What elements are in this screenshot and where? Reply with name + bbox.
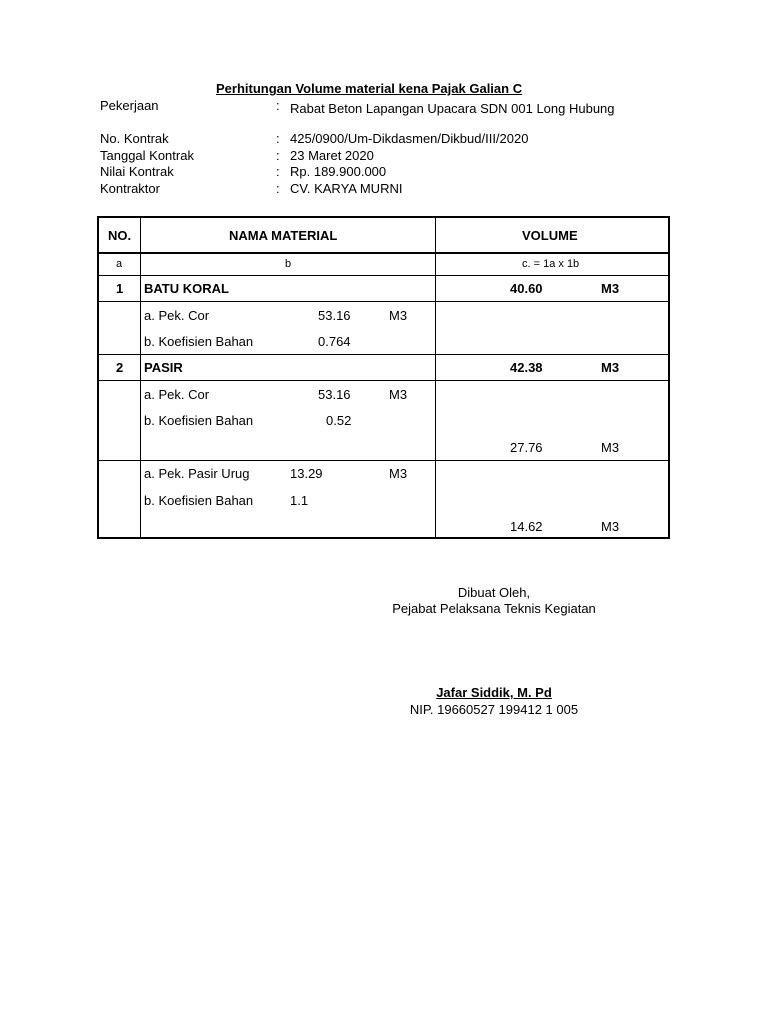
subtotal-unit: M3	[601, 519, 620, 534]
table-divider	[99, 460, 668, 461]
line-value: 1.1	[290, 493, 309, 508]
made-by-label: Dibuat Oleh,	[457, 585, 531, 600]
info-label-kontraktor: Kontraktor	[100, 181, 160, 196]
info-label-pekerjaan: Pekerjaan	[100, 98, 159, 113]
table-divider	[99, 354, 668, 355]
item-unit: M3	[601, 281, 620, 296]
table-column-divider	[140, 218, 141, 537]
info-colon: :	[276, 131, 280, 146]
line-label: a. Pek. Cor	[144, 387, 210, 402]
item-name: PASIR	[144, 360, 183, 375]
signer-nip: NIP. 19660527 199412 1 005	[409, 702, 579, 717]
line-label: a. Pek. Pasir Urug	[144, 466, 250, 481]
table-divider	[99, 301, 668, 302]
item-number: 1	[116, 281, 124, 296]
subtotal-unit: M3	[601, 440, 620, 455]
line-unit: M3	[389, 466, 408, 481]
header-material: NAMA MATERIAL	[229, 228, 338, 243]
line-label: b. Koefisien Bahan	[144, 334, 254, 349]
line-label: a. Pek. Cor	[144, 308, 210, 323]
subheader-a: a	[116, 258, 123, 270]
info-label-no-kontrak: No. Kontrak	[100, 131, 169, 146]
line-label: b. Koefisien Bahan	[144, 493, 254, 508]
info-value-tanggal-kontrak: 23 Maret 2020	[290, 148, 374, 163]
line-unit: M3	[389, 308, 408, 323]
info-label-nilai-kontrak: Nilai Kontrak	[100, 164, 174, 179]
info-value-nilai-kontrak: Rp. 189.900.000	[290, 164, 387, 179]
line-value: 13.29	[290, 466, 323, 481]
header-volume: VOLUME	[522, 228, 578, 243]
info-colon: :	[276, 181, 280, 196]
table-column-divider	[435, 218, 436, 537]
header-no: NO.	[108, 228, 132, 243]
subtotal-value: 27.76	[510, 440, 543, 455]
item-volume: 40.60	[510, 281, 543, 296]
item-name: BATU KORAL	[144, 281, 229, 296]
table-divider	[99, 380, 668, 381]
material-volume-table	[97, 216, 670, 539]
line-value: 0.764	[318, 334, 351, 349]
info-value-no-kontrak: 425/0900/Um-Dikdasmen/Dikbud/III/2020	[290, 131, 529, 146]
info-value-pekerjaan: Rabat Beton Lapangan Upacara SDN 001 Long Hubung	[290, 101, 615, 116]
info-colon: :	[276, 164, 280, 179]
item-number: 2	[116, 360, 124, 375]
line-value: 0.52	[326, 413, 352, 428]
document-title: Perhitungan Volume material kena Pajak Galian C	[216, 81, 523, 96]
info-label-tanggal-kontrak: Tanggal Kontrak	[100, 148, 194, 163]
signer-name: Jafar Siddik, M. Pd	[436, 685, 552, 700]
item-unit: M3	[601, 360, 620, 375]
subheader-b: b	[285, 258, 292, 270]
table-divider	[99, 275, 668, 276]
info-colon: :	[276, 98, 280, 113]
item-volume: 42.38	[510, 360, 543, 375]
line-unit: M3	[389, 387, 408, 402]
info-value-kontraktor: CV. KARYA MURNI	[290, 181, 403, 196]
line-label: b. Koefisien Bahan	[144, 413, 254, 428]
subheader-c: c. = 1a x 1b	[522, 258, 580, 270]
line-value: 53.16	[318, 387, 351, 402]
signer-position: Pejabat Pelaksana Teknis Kegiatan	[392, 601, 596, 616]
line-value: 53.16	[318, 308, 351, 323]
info-colon: :	[276, 148, 280, 163]
subtotal-value: 14.62	[510, 519, 543, 534]
table-divider	[99, 252, 668, 254]
